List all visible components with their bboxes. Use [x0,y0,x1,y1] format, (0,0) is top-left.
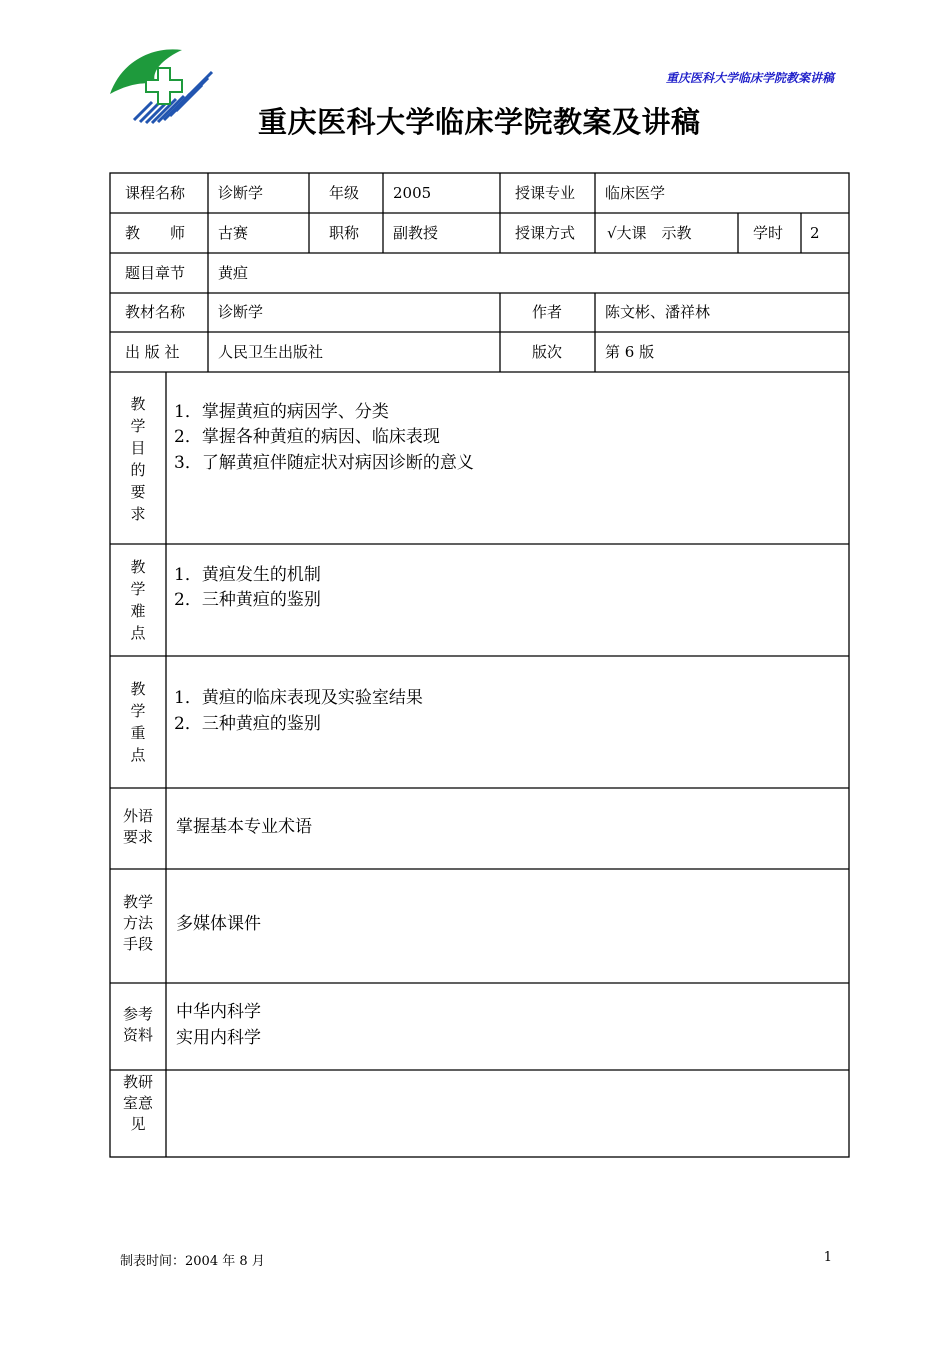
course-name-label: 课程名称 [125,184,186,202]
difficulties-label: 教学难点 [130,558,146,642]
edition-value: 第 6 版 [605,343,655,361]
objectives-label: 教学目的要求 [130,395,146,523]
teaching-method-label: 教学方法手段 [122,893,153,953]
publisher-value: 人民卫生出版社 [218,343,324,361]
teaching-format-value: √大课 示教 [607,224,692,242]
textbook-label: 教材名称 [125,303,186,321]
job-title-label: 职称 [329,224,360,242]
page-number: 1 [823,1250,832,1265]
course-name-value: 诊断学 [218,184,264,202]
hours-label: 学时 [753,224,784,242]
grade-value: 2005 [393,184,432,202]
difficulty-item: 2．三种黄疸的鉴别 [174,590,321,610]
chapter-label: 题目章节 [125,264,186,282]
major-value: 临床医学 [605,184,666,202]
author-value: 陈文彬、潘祥林 [605,303,711,321]
chapter-value: 黄疸 [218,264,249,282]
major-label: 授课专业 [515,184,576,202]
textbook-value: 诊断学 [218,303,264,321]
teacher-value: 古赛 [218,224,249,242]
foreign-language-label: 外语要求 [122,807,153,846]
reference-item: 实用内科学 [176,1028,261,1048]
objective-item: 1．掌握黄疸的病因学、分类 [174,402,389,422]
document-title: 重庆医科大学临床学院教案及讲稿 [258,105,701,139]
teaching-format-label: 授课方式 [515,224,576,242]
grade-label: 年级 [329,184,360,202]
job-title-value: 副教授 [393,224,439,242]
hours-value: 2 [810,224,820,242]
objective-item: 3．了解黄疸伴随症状对病因诊断的意义 [174,453,474,473]
publisher-label: 出 版 社 [125,343,180,361]
foreign-language-value: 掌握基本专业术语 [176,817,312,837]
key-point-item: 1．黄疸的临床表现及实验室结果 [174,688,423,708]
author-label: 作者 [532,303,563,321]
department-opinion-label: 教研室意见 [122,1073,153,1133]
difficulty-item: 1．黄疸发生的机制 [174,565,321,585]
key-point-item: 2．三种黄疸的鉴别 [174,714,321,734]
references-label: 参考资料 [122,1005,153,1044]
key-points-label: 教学重点 [130,680,146,764]
edition-label: 版次 [532,343,563,361]
objective-item: 2．掌握各种黄疸的病因、临床表现 [174,427,440,447]
teacher-label: 教 师 [125,224,186,242]
footer-date: 制表时间：2004 年 8 月 [120,1254,265,1269]
teaching-method-value: 多媒体课件 [176,914,261,934]
header-caption: 重庆医科大学临床学院教案讲稿 [665,71,834,85]
reference-item: 中华内科学 [176,1002,261,1022]
